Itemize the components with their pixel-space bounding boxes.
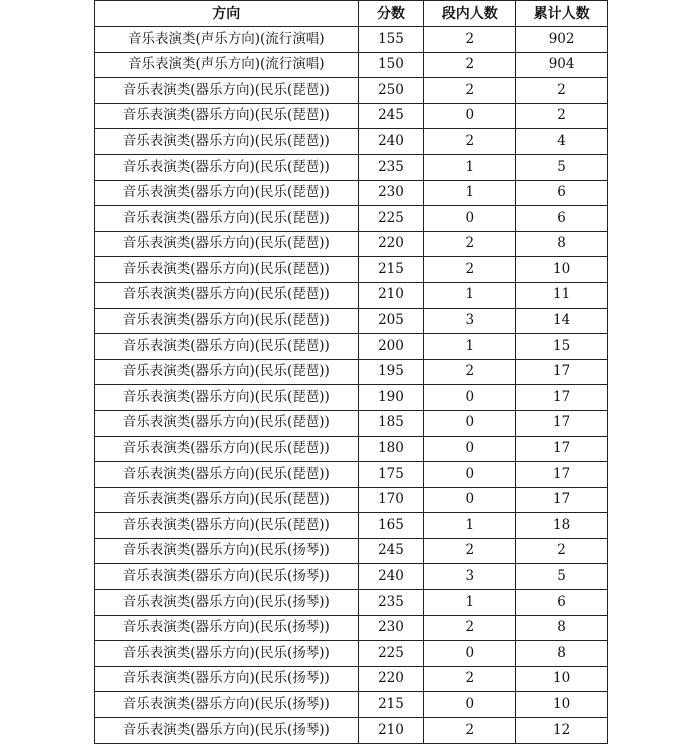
table-row xyxy=(95,52,608,78)
cell-direction: 音乐表演类(器乐方向)(民乐(琵琶)) xyxy=(95,206,359,232)
cell-score: 240 xyxy=(358,564,424,590)
cell-segment-count: 2 xyxy=(424,231,516,257)
cell-cumulative-count: 6 xyxy=(516,206,608,232)
table-row xyxy=(95,359,608,385)
cell-direction: 音乐表演类(器乐方向)(民乐(琵琶)) xyxy=(95,410,359,436)
cell-segment-count: 3 xyxy=(424,308,516,334)
cell-direction: 音乐表演类(器乐方向)(民乐(琵琶)) xyxy=(95,103,359,129)
cell-segment-count: 2 xyxy=(424,359,516,385)
cell-direction: 音乐表演类(器乐方向)(民乐(琵琶)) xyxy=(95,334,359,360)
cell-direction: 音乐表演类(器乐方向)(民乐(扬琴)) xyxy=(95,641,359,667)
cell-cumulative-count: 17 xyxy=(516,359,608,385)
cell-segment-count: 2 xyxy=(424,78,516,104)
cell-direction: 音乐表演类(器乐方向)(民乐(扬琴)) xyxy=(95,692,359,718)
cell-cumulative-count: 12 xyxy=(516,718,608,744)
cell-direction: 音乐表演类(器乐方向)(民乐(琵琶)) xyxy=(95,487,359,513)
cell-direction: 音乐表演类(器乐方向)(民乐(琵琶)) xyxy=(95,359,359,385)
header-row xyxy=(95,1,608,27)
cell-score: 155 xyxy=(358,27,424,53)
header-score: 分数 xyxy=(358,1,424,27)
cell-segment-count: 0 xyxy=(424,410,516,436)
header-direction: 方向 xyxy=(95,1,359,27)
header-segment-count: 段内人数 xyxy=(424,1,516,27)
cell-segment-count: 1 xyxy=(424,180,516,206)
cell-score: 185 xyxy=(358,410,424,436)
cell-cumulative-count: 14 xyxy=(516,308,608,334)
cell-cumulative-count: 10 xyxy=(516,257,608,283)
cell-score: 195 xyxy=(358,359,424,385)
table-row xyxy=(95,154,608,180)
cell-direction: 音乐表演类(器乐方向)(民乐(扬琴)) xyxy=(95,718,359,744)
cell-cumulative-count: 6 xyxy=(516,180,608,206)
cell-cumulative-count: 2 xyxy=(516,103,608,129)
cell-score: 245 xyxy=(358,538,424,564)
cell-cumulative-count: 17 xyxy=(516,462,608,488)
table-row xyxy=(95,334,608,360)
cell-segment-count: 1 xyxy=(424,513,516,539)
cell-direction: 音乐表演类(器乐方向)(民乐(琵琶)) xyxy=(95,231,359,257)
cell-score: 220 xyxy=(358,666,424,692)
table-header xyxy=(95,1,608,27)
table-row xyxy=(95,27,608,53)
cell-direction: 音乐表演类(器乐方向)(民乐(琵琶)) xyxy=(95,385,359,411)
cell-score: 250 xyxy=(358,78,424,104)
cell-cumulative-count: 904 xyxy=(516,52,608,78)
cell-direction: 音乐表演类(器乐方向)(民乐(扬琴)) xyxy=(95,538,359,564)
table-row xyxy=(95,385,608,411)
cell-direction: 音乐表演类(器乐方向)(民乐(扬琴)) xyxy=(95,615,359,641)
cell-score: 215 xyxy=(358,257,424,283)
table-row xyxy=(95,308,608,334)
cell-cumulative-count: 8 xyxy=(516,615,608,641)
cell-direction: 音乐表演类(器乐方向)(民乐(琵琶)) xyxy=(95,436,359,462)
cell-segment-count: 0 xyxy=(424,436,516,462)
cell-direction: 音乐表演类(器乐方向)(民乐(扬琴)) xyxy=(95,564,359,590)
cell-score: 205 xyxy=(358,308,424,334)
cell-score: 210 xyxy=(358,718,424,744)
cell-segment-count: 0 xyxy=(424,487,516,513)
cell-score: 230 xyxy=(358,615,424,641)
table-row xyxy=(95,180,608,206)
table-row xyxy=(95,410,608,436)
cell-score: 235 xyxy=(358,154,424,180)
cell-cumulative-count: 8 xyxy=(516,641,608,667)
table-row xyxy=(95,282,608,308)
cell-cumulative-count: 17 xyxy=(516,410,608,436)
cell-segment-count: 2 xyxy=(424,666,516,692)
cell-segment-count: 0 xyxy=(424,692,516,718)
cell-cumulative-count: 902 xyxy=(516,27,608,53)
cell-direction: 音乐表演类(器乐方向)(民乐(琵琶)) xyxy=(95,462,359,488)
table-row xyxy=(95,513,608,539)
table-row xyxy=(95,257,608,283)
table-row xyxy=(95,666,608,692)
cell-cumulative-count: 15 xyxy=(516,334,608,360)
cell-direction: 音乐表演类(器乐方向)(民乐(琵琶)) xyxy=(95,282,359,308)
table-body xyxy=(95,27,608,744)
cell-direction: 音乐表演类(器乐方向)(民乐(琵琶)) xyxy=(95,78,359,104)
cell-direction: 音乐表演类(器乐方向)(民乐(琵琶)) xyxy=(95,154,359,180)
table-row xyxy=(95,538,608,564)
cell-segment-count: 0 xyxy=(424,641,516,667)
table-row xyxy=(95,129,608,155)
cell-cumulative-count: 17 xyxy=(516,436,608,462)
table-row xyxy=(95,103,608,129)
cell-score: 245 xyxy=(358,103,424,129)
cell-cumulative-count: 8 xyxy=(516,231,608,257)
table-row xyxy=(95,718,608,744)
cell-cumulative-count: 2 xyxy=(516,78,608,104)
cell-direction: 音乐表演类(器乐方向)(民乐(琵琶)) xyxy=(95,129,359,155)
cell-segment-count: 1 xyxy=(424,154,516,180)
cell-direction: 音乐表演类(器乐方向)(民乐(琵琶)) xyxy=(95,257,359,283)
cell-score: 230 xyxy=(358,180,424,206)
cell-score: 150 xyxy=(358,52,424,78)
table-row xyxy=(95,692,608,718)
table-row xyxy=(95,462,608,488)
cell-segment-count: 2 xyxy=(424,52,516,78)
cell-segment-count: 2 xyxy=(424,27,516,53)
cell-segment-count: 1 xyxy=(424,282,516,308)
cell-segment-count: 0 xyxy=(424,462,516,488)
cell-score: 225 xyxy=(358,206,424,232)
cell-score: 180 xyxy=(358,436,424,462)
table-row xyxy=(95,564,608,590)
cell-score: 175 xyxy=(358,462,424,488)
header-cumulative-count: 累计人数 xyxy=(516,1,608,27)
cell-score: 170 xyxy=(358,487,424,513)
cell-direction: 音乐表演类(器乐方向)(民乐(扬琴)) xyxy=(95,590,359,616)
cell-score: 190 xyxy=(358,385,424,411)
cell-cumulative-count: 5 xyxy=(516,154,608,180)
cell-segment-count: 1 xyxy=(424,590,516,616)
cell-segment-count: 3 xyxy=(424,564,516,590)
cell-segment-count: 0 xyxy=(424,206,516,232)
table-row xyxy=(95,231,608,257)
cell-segment-count: 2 xyxy=(424,129,516,155)
cell-direction: 音乐表演类(器乐方向)(民乐(扬琴)) xyxy=(95,666,359,692)
cell-cumulative-count: 17 xyxy=(516,487,608,513)
cell-segment-count: 2 xyxy=(424,538,516,564)
table-row xyxy=(95,615,608,641)
cell-direction: 音乐表演类(器乐方向)(民乐(琵琶)) xyxy=(95,513,359,539)
cell-direction: 音乐表演类(声乐方向)(流行演唱) xyxy=(95,27,359,53)
cell-cumulative-count: 18 xyxy=(516,513,608,539)
cell-segment-count: 2 xyxy=(424,257,516,283)
cell-score: 225 xyxy=(358,641,424,667)
cell-cumulative-count: 17 xyxy=(516,385,608,411)
cell-score: 215 xyxy=(358,692,424,718)
cell-cumulative-count: 6 xyxy=(516,590,608,616)
table-row xyxy=(95,206,608,232)
table-row xyxy=(95,78,608,104)
cell-direction: 音乐表演类(器乐方向)(民乐(琵琶)) xyxy=(95,180,359,206)
cell-segment-count: 1 xyxy=(424,334,516,360)
cell-segment-count: 0 xyxy=(424,385,516,411)
cell-segment-count: 2 xyxy=(424,718,516,744)
cell-score: 235 xyxy=(358,590,424,616)
table-row xyxy=(95,641,608,667)
cell-direction: 音乐表演类(器乐方向)(民乐(琵琶)) xyxy=(95,308,359,334)
cell-cumulative-count: 11 xyxy=(516,282,608,308)
score-distribution-table xyxy=(94,0,608,744)
table-row xyxy=(95,487,608,513)
cell-score: 240 xyxy=(358,129,424,155)
cell-cumulative-count: 4 xyxy=(516,129,608,155)
table-row xyxy=(95,436,608,462)
cell-cumulative-count: 10 xyxy=(516,692,608,718)
cell-score: 200 xyxy=(358,334,424,360)
cell-segment-count: 0 xyxy=(424,103,516,129)
cell-score: 220 xyxy=(358,231,424,257)
cell-segment-count: 2 xyxy=(424,615,516,641)
cell-cumulative-count: 2 xyxy=(516,538,608,564)
table-row xyxy=(95,590,608,616)
cell-cumulative-count: 10 xyxy=(516,666,608,692)
cell-direction: 音乐表演类(声乐方向)(流行演唱) xyxy=(95,52,359,78)
cell-score: 165 xyxy=(358,513,424,539)
cell-score: 210 xyxy=(358,282,424,308)
cell-cumulative-count: 5 xyxy=(516,564,608,590)
